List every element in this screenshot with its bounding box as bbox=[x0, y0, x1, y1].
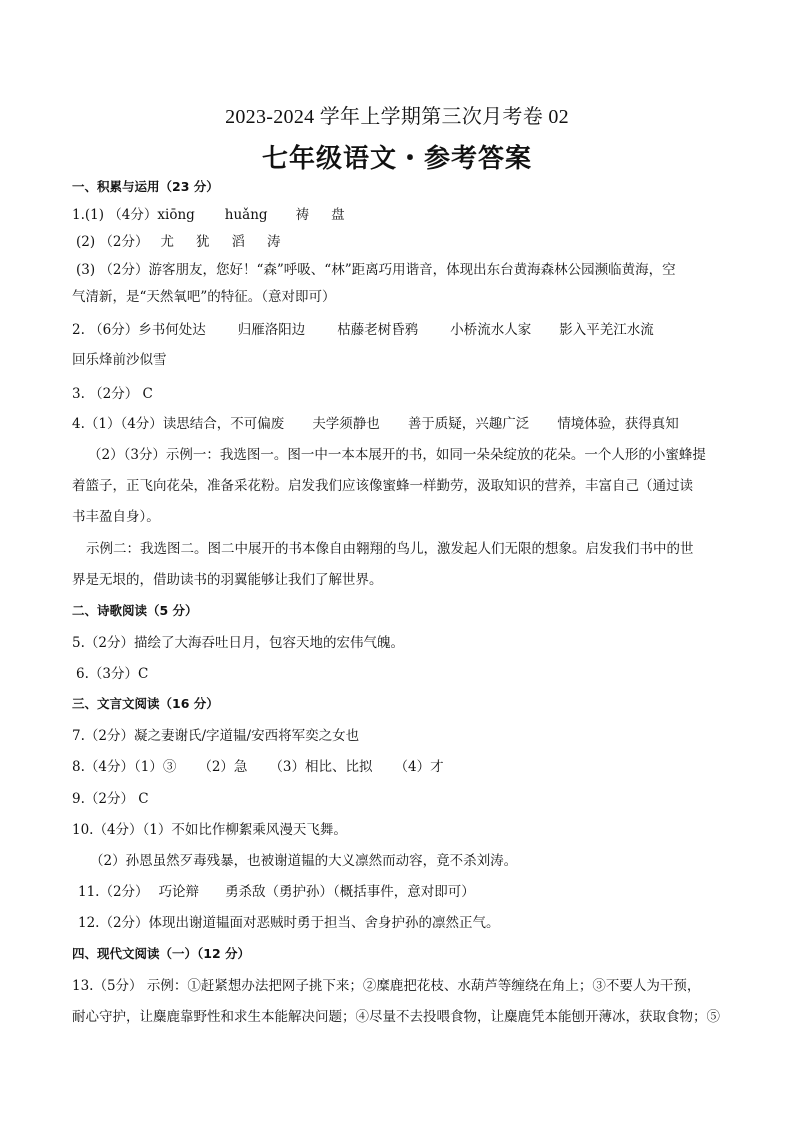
answer-4-2-line2: 着篮子，正飞向花朵，准备采花粉。启发我们应该像蜜蜂一样勤劳，汲取知识的营养，丰富自己（通过读 bbox=[72, 478, 693, 494]
question-number: (2) （2分） bbox=[76, 234, 149, 250]
answer-10-1: 10.（4分）（1）不如比作柳絮乘风漫天飞舞。 bbox=[72, 822, 347, 838]
question-number: 11.（2分） bbox=[78, 884, 149, 900]
answer-item: 盘 bbox=[331, 207, 345, 223]
answer-item: 夫学须静也 bbox=[312, 416, 380, 432]
answer-item: 小桥流水人家 bbox=[450, 322, 532, 338]
question-number: 2. （6分） bbox=[72, 322, 139, 338]
page-title: 2023-2024 学年上学期第三次月考卷 02 bbox=[225, 106, 569, 128]
answer-4-2-line3: 书丰盈自身）。 bbox=[72, 509, 160, 525]
answer-item: 情境体验，获得真知 bbox=[557, 416, 679, 432]
answer-item: 尤 bbox=[160, 234, 175, 250]
answer-10-2: （2）孙恩虽然歹毒残暴，也被谢道韫的大义凛然而动容，竟不杀刘涛。 bbox=[90, 853, 518, 869]
answer-item: 滔 bbox=[231, 234, 246, 250]
answer-1-1 bbox=[72, 205, 345, 225]
answer-3: 3. （2分） C bbox=[72, 386, 153, 402]
answer-8 bbox=[72, 757, 444, 777]
question-number: 1.(1) （4分） bbox=[72, 207, 158, 223]
question-number: 4.（1）（4分） bbox=[72, 416, 163, 432]
answer-item: 犹 bbox=[196, 234, 210, 250]
answer-4-2-line1: （2）（3分）示例一：我选图一。图一中一本本展开的书，如同一朵朵绽放的花朵。一个人形的小蜜蜂提 bbox=[88, 447, 706, 463]
answer-item: 勇杀敌（勇护孙）（概括事件，意对即可） bbox=[225, 884, 475, 900]
answer-13-line2: 耐心守护，让麋鹿靠野性和求生本能解决问题；④尽量不去投喂食物，让麋鹿凭本能刨开薄冰，获取食物；⑤ bbox=[72, 1009, 720, 1025]
answer-item: 读思结合，不可偏废 bbox=[162, 416, 285, 432]
answer-9: 9.（2分） C bbox=[72, 791, 149, 807]
answer-item: 祷 bbox=[295, 207, 310, 223]
answer-1-2 bbox=[76, 232, 281, 252]
answer-13-line1: 13.（5分） 示例：①赶紧想办法把网子挑下来；②糜鹿把花枝、水葫芦等缠绕在角上；③不要人为干预， bbox=[72, 978, 701, 994]
answer-item: （2）急 bbox=[198, 759, 248, 775]
answer-1-3-line1: (3) （2分）游客朋友，您好！“森”呼吸、“林”距离巧用谐音，体现出东台黄海森林公园濒临黄海，空 bbox=[76, 262, 676, 278]
answer-item: 巧论辩 bbox=[158, 884, 200, 900]
section-heading-1: 一、积累与运用（23 分） bbox=[72, 179, 219, 194]
answer-item: （3）相比、比拟 bbox=[269, 759, 373, 775]
answer-4-1 bbox=[72, 414, 679, 434]
answer-item: （4）才 bbox=[394, 759, 444, 775]
answer-item: xiōng bbox=[157, 207, 195, 223]
section-heading-4: 四、现代文阅读（一）（12 分） bbox=[72, 946, 250, 961]
answer-7: 7.（2分）凝之妻谢氏/字道韫/安西将军奕之女也 bbox=[72, 728, 360, 744]
answer-12: 12.（2分）体现出谢道韫面对恶贼时勇于担当、舍身护孙的凛然正气。 bbox=[78, 915, 500, 931]
answer-item: 涛 bbox=[267, 234, 281, 250]
answer-item: 影入平羌江水流 bbox=[559, 322, 654, 338]
section-heading-3: 三、文言文阅读（16 分） bbox=[72, 696, 219, 711]
answer-6: 6.（3分）C bbox=[76, 666, 149, 682]
answer-item: 枯藤老树昏鸦 bbox=[337, 322, 419, 338]
answer-item: 归雁洛阳边 bbox=[237, 322, 306, 338]
answer-item: 善于质疑，兴趣广泛 bbox=[407, 416, 530, 432]
answer-item: huǎng bbox=[224, 207, 268, 223]
answer-item: （1）③ bbox=[133, 759, 177, 775]
answer-2 bbox=[72, 320, 654, 340]
answer-11 bbox=[78, 882, 475, 902]
section-heading-2: 二、诗歌阅读（5 分） bbox=[72, 603, 198, 618]
answer-4-2-example2-line1: 示例二：我选图二。图二中展开的书本像自由翱翔的鸟儿，激发起人们无限的想象。启发我们书中的世 bbox=[86, 541, 694, 557]
answer-4-2-example2-line2: 界是无垠的，借助读书的羽翼能够让我们了解世界。 bbox=[72, 572, 383, 588]
answer-2-line2: 回乐烽前沙似雪 bbox=[72, 352, 167, 368]
question-number: 8.（4分） bbox=[72, 759, 134, 775]
answer-item: 乡书何处达 bbox=[138, 322, 206, 338]
answer-5: 5.（2分）描绘了大海吞吐日月，包容天地的宏伟气魄。 bbox=[72, 635, 404, 651]
answer-1-3-line2: 气清新，是“天然氧吧”的特征。（意对即可） bbox=[72, 289, 336, 305]
page-subtitle: 七年级语文・参考答案 bbox=[261, 144, 532, 174]
